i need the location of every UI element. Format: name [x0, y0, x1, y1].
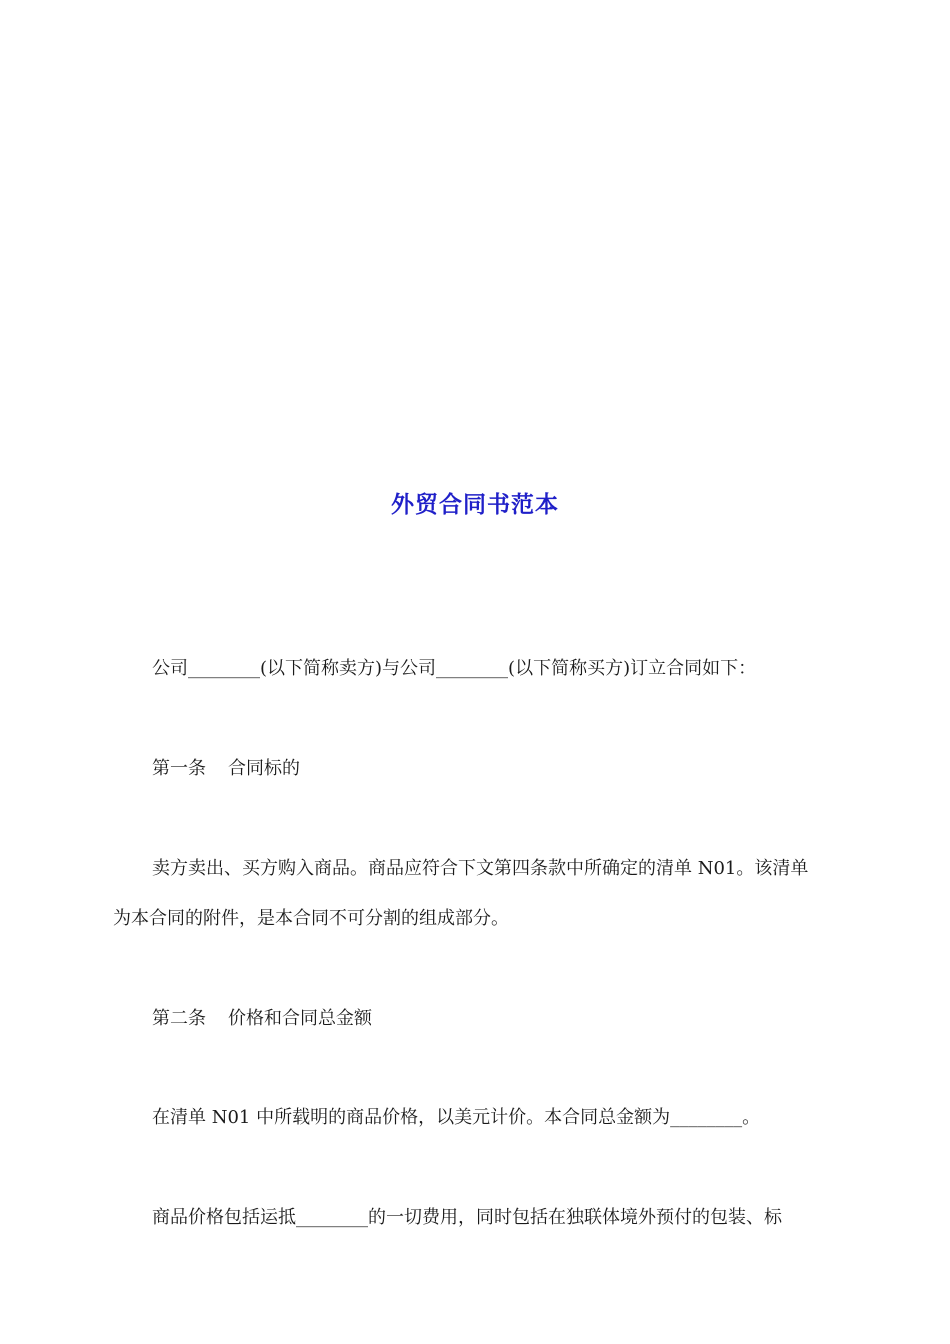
document-title: 外贸合同书范本 — [391, 492, 559, 518]
article-1-title: 合同标的 — [228, 758, 300, 779]
article-2-number: 第二条 — [152, 1008, 206, 1029]
article-1-heading — [152, 756, 300, 782]
intro-paragraph: 公司________(以下简称卖方)与公司________(以下简称买方)订立合同如下： — [152, 658, 757, 679]
article-2-title: 价格和合同总金额 — [228, 1008, 372, 1029]
article-1-text-line-2: 为本合同的附件，是本合同不可分割的组成部分。 — [113, 908, 509, 929]
article-2-text-1: 在清单 N01 中所载明的商品价格，以美元计价。本合同总金额为________。 — [152, 1107, 761, 1128]
article-2-heading — [152, 1006, 372, 1032]
article-2-text-2-line-1: 商品价格包括运抵________的一切费用，同时包括在独联体境外预付的包装、标 — [152, 1207, 782, 1228]
article-1-number: 第一条 — [152, 758, 206, 779]
article-1-text-line-1: 卖方卖出、买方购入商品。商品应符合下文第四条款中所确定的清单 N01。该清单 — [152, 858, 809, 879]
